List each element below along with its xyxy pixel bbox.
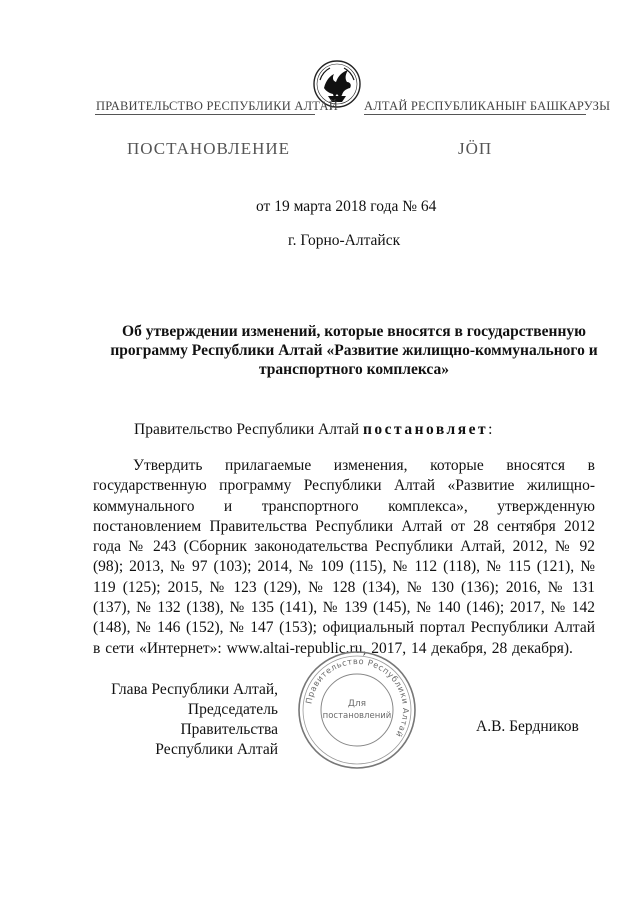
decree-statement (134, 421, 492, 439)
document-title: Об утверждении изменений, которые вносятся в государственную программу Республики Алтай «Развитие жилищно-коммунального и транспортного комплекса» (110, 323, 598, 378)
header-divider-right (364, 114, 586, 115)
document-type-altai: JÖП (458, 139, 493, 158)
signatory-line-2: Председатель Правительства (180, 701, 278, 738)
stamp-center-line-1: Для (347, 699, 367, 709)
official-stamp-icon (295, 648, 419, 772)
decree-subject: Правительство Республики Алтай (134, 421, 363, 438)
document-date-number: от 19 марта 2018 года № 64 (256, 198, 437, 215)
document-type-russian: ПОСТАНОВЛЕНИЕ (127, 139, 291, 158)
signatory-line-1: Глава Республики Алтай, (111, 681, 278, 698)
stamp-ring-text: Правительство Республики Алтай (303, 655, 412, 740)
decree-verb: постановляет (362, 421, 489, 438)
signatory-name: А.В. Бердников (476, 718, 579, 735)
document-body-paragraph: Утвердить прилагаемые изменения, которые вносятся в государственную программу Республики Алтай «Развитие жилищно-коммунального и транспортного комплекса», утвержденную постановлением Правительства Республики Алтай от 28 сентября 2012 года № 243 (Сборник законодательства Республики Алтай, 2012, № 92 (98); 2013, № 97 (103); 2014, № 109 (115), № 112 (118), № 115 (121), № 119 (125); 2015, № 123 (129), № 128 (134), № 130 (136); 2016, № 131 (137), № 132 (138), № 135 (141), № 139 (145), № 140 (146); 2017, № 142 (148), № 146 (152), № 147 (153); официальный портал Республики Алтай в сети «Интернет»: www.altai-republic.ru, 2017, 14 декабря, 28 декабря). (93, 457, 595, 657)
signatory-line-3: Республики Алтай (155, 741, 278, 758)
decree-colon: : (488, 421, 493, 438)
svg-text:Правительство Республики Алтай (303, 656, 411, 739)
header-divider-left (95, 114, 315, 115)
stamp-center-line-2: постановлений (322, 711, 392, 721)
org-name-russian: ПРАВИТЕЛЬСТВО РЕСПУБЛИКИ АЛТАЙ (96, 99, 338, 113)
document-city: г. Горно-Алтайск (288, 232, 401, 249)
org-name-altai: АЛТАЙ РЕСПУБЛИКАНЫҤ БАШКАРУЗЫ (364, 99, 611, 113)
signatory-position (108, 680, 278, 760)
